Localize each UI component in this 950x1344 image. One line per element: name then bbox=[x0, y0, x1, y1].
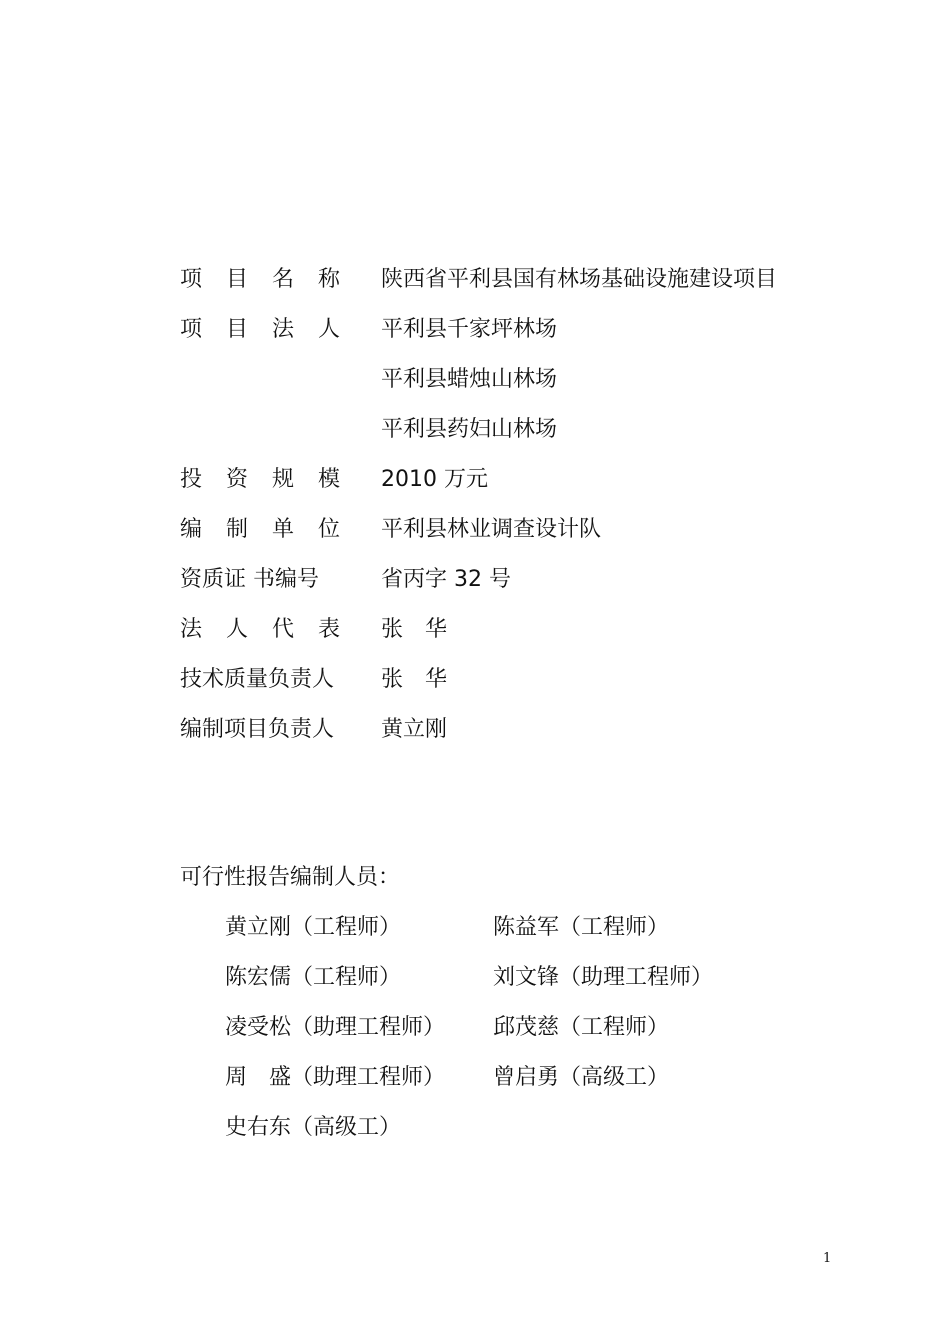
compiling-project-lead-value: 黄立刚 bbox=[381, 717, 448, 742]
staff-member-left-3: 凌受松（助理工程师） bbox=[225, 1015, 446, 1040]
project-legal-entity-label: 项目法人 bbox=[180, 317, 340, 342]
investment-scale-value: 2010 万元 bbox=[381, 467, 488, 492]
project-legal-entity-value-1: 平利县千家坪林场 bbox=[381, 317, 558, 342]
page-number: 1 bbox=[823, 1251, 832, 1266]
staff-member-left-1: 黄立刚（工程师） bbox=[225, 915, 402, 940]
staff-member-right-1: 陈益军（工程师） bbox=[493, 915, 670, 940]
staff-heading: 可行性报告编制人员： bbox=[180, 865, 401, 890]
compiling-project-lead-label: 编制项目负责人 bbox=[180, 717, 335, 742]
technical-quality-lead-label: 技术质量负责人 bbox=[180, 667, 335, 692]
legal-representative-label: 法人代表 bbox=[180, 617, 340, 642]
investment-scale-label: 投资规模 bbox=[180, 467, 340, 492]
staff-member-left-5: 史右东（高级工） bbox=[225, 1115, 402, 1140]
compiling-unit-value: 平利县林业调查设计队 bbox=[381, 517, 602, 542]
compiling-unit-label: 编制单位 bbox=[180, 517, 340, 542]
qualification-cert-value: 省丙字 32 号 bbox=[381, 567, 511, 592]
qualification-cert-label: 资质证 书编号 bbox=[180, 567, 319, 592]
staff-member-left-4: 周 盛（助理工程师） bbox=[225, 1065, 446, 1090]
project-name-label: 项目名称 bbox=[180, 267, 340, 292]
staff-member-right-3: 邱茂慈（工程师） bbox=[493, 1015, 670, 1040]
staff-member-left-2: 陈宏儒（工程师） bbox=[225, 965, 402, 990]
technical-quality-lead-value: 张 华 bbox=[381, 667, 448, 692]
staff-member-right-4: 曾启勇（高级工） bbox=[493, 1065, 670, 1090]
project-legal-entity-value-3: 平利县药妇山林场 bbox=[381, 417, 558, 442]
legal-representative-value: 张 华 bbox=[381, 617, 448, 642]
project-name-value: 陕西省平利县国有林场基础设施建设项目 bbox=[381, 267, 778, 292]
staff-member-right-2: 刘文锋（助理工程师） bbox=[493, 965, 714, 990]
project-legal-entity-value-2: 平利县蜡烛山林场 bbox=[381, 367, 558, 392]
